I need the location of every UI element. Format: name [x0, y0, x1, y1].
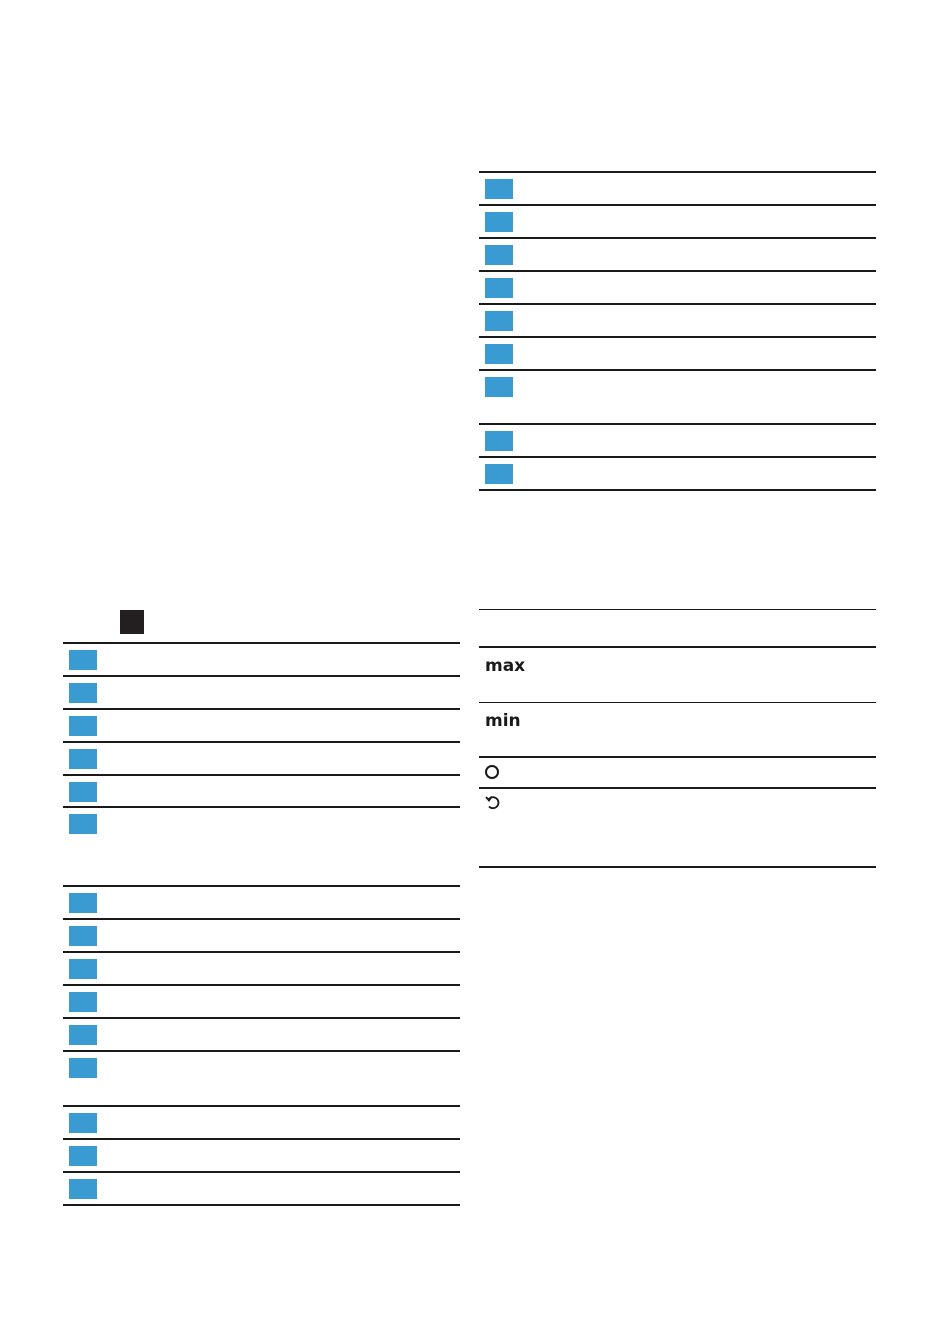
number-badge: [485, 431, 513, 451]
circle-icon: [485, 765, 499, 779]
table-row: [479, 272, 876, 305]
number-badge: [69, 926, 97, 946]
number-badge: [485, 464, 513, 484]
number-badge: [69, 782, 97, 802]
table-row: [63, 920, 460, 953]
table-row: [63, 644, 460, 677]
number-badge: [485, 179, 513, 199]
number-badge: [69, 1025, 97, 1045]
table-row: [63, 1052, 460, 1107]
number-badge: [69, 893, 97, 913]
table-row: [63, 710, 460, 743]
number-badge: [69, 814, 97, 834]
symbols-table: [479, 610, 876, 868]
table-row: [63, 1107, 460, 1140]
symbols-header-row: [479, 610, 876, 648]
number-badge: [69, 749, 97, 769]
table-row: [63, 887, 460, 920]
table-row: [63, 776, 460, 808]
number-badge: [69, 959, 97, 979]
table-row: [479, 173, 876, 206]
table-row: [63, 986, 460, 1019]
table-row: [479, 206, 876, 239]
table-row: [479, 371, 876, 425]
number-badge: [69, 683, 97, 703]
table-row: [63, 743, 460, 776]
table-row: [479, 425, 876, 458]
symbol-row-min: [479, 703, 876, 758]
number-badge: [69, 1058, 97, 1078]
symbol-row-max: [479, 648, 876, 703]
table-row: [63, 677, 460, 710]
number-badge: [69, 650, 97, 670]
number-badge: [485, 311, 513, 331]
left-parts-table: [63, 644, 460, 1206]
number-badge: [69, 1179, 97, 1199]
number-badge: [485, 245, 513, 265]
number-badge: [485, 212, 513, 232]
symbol-row-off: [479, 758, 876, 789]
section-marker: [120, 610, 144, 634]
right-parts-table: [479, 173, 876, 491]
table-row: [479, 239, 876, 272]
min-label: min: [485, 711, 521, 731]
table-row: [479, 338, 876, 371]
table-row: [63, 1173, 460, 1206]
rotate-arrow-icon: [484, 793, 502, 811]
symbol-row-rotate: [479, 789, 876, 868]
table-row: [479, 305, 876, 338]
table-row: [63, 953, 460, 986]
table-row: [63, 1140, 460, 1173]
max-label: max: [485, 656, 526, 676]
number-badge: [485, 344, 513, 364]
number-badge: [485, 278, 513, 298]
number-badge: [485, 377, 513, 397]
number-badge: [69, 992, 97, 1012]
number-badge: [69, 1146, 97, 1166]
number-badge: [69, 716, 97, 736]
table-row: [63, 1019, 460, 1052]
table-row: [63, 808, 460, 887]
number-badge: [69, 1113, 97, 1133]
table-row: [479, 458, 876, 491]
